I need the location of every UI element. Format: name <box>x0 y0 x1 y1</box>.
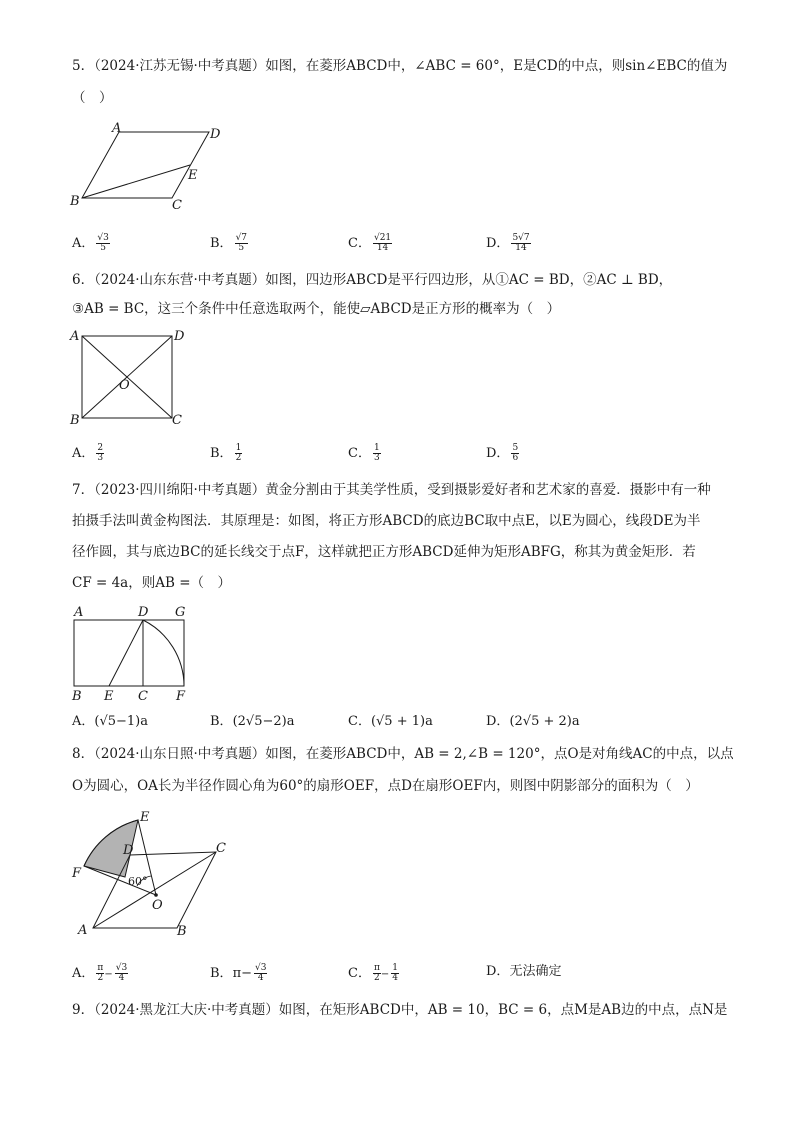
q7-label-D: D <box>138 605 149 620</box>
q5-stem-line1: 5．（2024·江苏无锡·中考真题）如图，在菱形ABCD中，∠ABC = 60°，E是CD的中点，则sin∠EBC的值为 <box>72 58 728 74</box>
q6-option-b[interactable]: B． $\frac{1}{2}$ <box>210 443 242 463</box>
q6-label-O: O <box>119 378 130 393</box>
q7-label-B: B <box>72 689 82 704</box>
q5-option-d[interactable]: D． $\frac{5√7}{14}$ <box>486 233 530 253</box>
q8-option-d[interactable]: D．无法确定 <box>486 964 562 979</box>
q8-angle-label: 60° <box>128 875 148 888</box>
q6-stem-line1: 6．（2024·山东东营·中考真题）如图，四边形ABCD是平行四边形，从①AC = BD，②AC ⊥ BD， <box>72 272 673 288</box>
q6-option-d[interactable]: D． $\frac{5}{6}$ <box>486 443 519 463</box>
q5-label-D: D <box>210 127 221 142</box>
q6-label-D: D <box>174 329 185 344</box>
q5-option-b[interactable]: B． $\frac{√7}{5}$ <box>210 233 248 253</box>
q6-label-B: B <box>70 413 80 428</box>
q7-stem-line4: CF = 4a，则AB =（ ） <box>72 575 232 591</box>
q7-stem-line3: 径作圆，其与底边BC的延长线交于点F，这样就把正方形ABCD延伸为矩形ABFG，称其为黄金矩形．若 <box>72 544 696 560</box>
q7-golden-rectangle-figure <box>64 600 204 704</box>
q5-stem-line2: （ ） <box>72 90 113 106</box>
q6-label-C: C <box>172 413 182 428</box>
q8-label-E: E <box>140 810 150 825</box>
q5-label-A: A <box>112 121 122 136</box>
q7-option-c[interactable]: C．(√5 + 1)a <box>348 714 433 729</box>
q8-option-b[interactable]: B．π− $\frac{√3}{4}$ <box>210 963 267 983</box>
q8-label-B: B <box>177 924 187 939</box>
q6-option-a[interactable]: A． $\frac{2}{3}$ <box>72 443 104 463</box>
q7-label-A: A <box>74 605 84 620</box>
q9-stem-line1: 9．（2024·黑龙江大庆·中考真题）如图，在矩形ABCD中，AB = 10，BC = 6，点M是AB边的中点，点N是 <box>72 1002 728 1018</box>
q8-label-A: A <box>78 923 88 938</box>
q8-option-a[interactable]: A． $\frac{\pi}{2}$ − $\frac{√3}{4}$ <box>72 963 128 983</box>
q5-option-c[interactable]: C． $\frac{√21}{14}$ <box>348 233 392 253</box>
q6-stem-line2: ③AB = BC，这三个条件中任意选取两个，能使▱ABCD是正方形的概率为（ ） <box>72 301 561 317</box>
q6-square-figure <box>64 326 194 430</box>
q7-label-E: E <box>104 689 114 704</box>
q6-label-A: A <box>70 329 80 344</box>
q5-label-E: E <box>188 168 198 183</box>
q7-option-b[interactable]: B．(2√5−2)a <box>210 714 295 729</box>
q8-stem-line1: 8．（2024·山东日照·中考真题）如图，在菱形ABCD中，AB = 2,∠B = 120°，点O是对角线AC的中点，以点 <box>72 746 734 762</box>
q7-label-F: F <box>176 689 186 704</box>
q8-label-O: O <box>152 898 163 913</box>
q7-stem-line1: 7．（2023·四川绵阳·中考真题）黄金分割由于其美学性质，受到摄影爱好者和艺术家的喜爱．摄影中有一种 <box>72 482 711 498</box>
q5-label-B: B <box>70 194 80 209</box>
q8-stem-line2: O为圆心，OA长为半径作圆心角为60°的扇形OEF，点D在扇形OEF内，则图中阴影部分的面积为（ ） <box>72 778 699 794</box>
q7-option-d[interactable]: D．(2√5 + 2)a <box>486 714 580 729</box>
q6-option-c[interactable]: C． $\frac{1}{3}$ <box>348 443 380 463</box>
q8-label-C: C <box>216 841 226 856</box>
q8-label-F: F <box>72 866 82 881</box>
q8-label-D: D <box>123 843 134 858</box>
q8-option-c[interactable]: C． $\frac{\pi}{2}$ − $\frac{1}{4}$ <box>348 963 398 983</box>
q5-option-a[interactable]: A． $\frac{√3}{5}$ <box>72 233 109 253</box>
q7-label-C: C <box>138 689 148 704</box>
q5-rhombus-figure <box>64 118 234 216</box>
q7-option-a[interactable]: A．(√5−1)a <box>72 714 149 729</box>
q7-label-G: G <box>175 605 186 620</box>
q8-sector-figure <box>64 806 244 940</box>
q5-label-C: C <box>172 198 182 213</box>
q7-stem-line2: 拍摄手法叫黄金构图法．其原理是：如图，将正方形ABCD的底边BC取中点E，以E为圆心，线段DE为半 <box>72 513 701 529</box>
